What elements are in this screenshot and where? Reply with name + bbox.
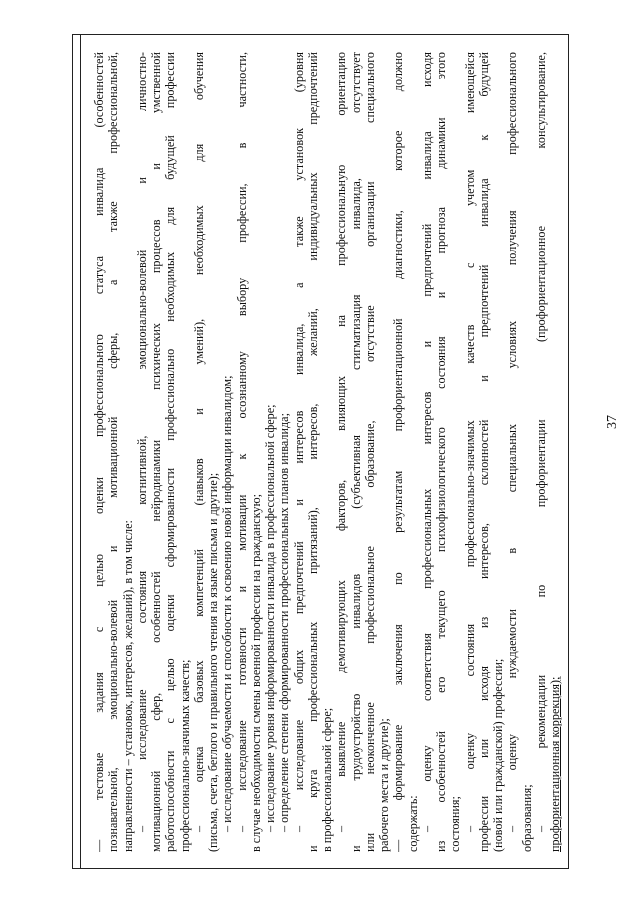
text-line: в профессиональной сфере;	[320, 707, 334, 852]
text-line: или неоконченное профессиональное образование, отсутствие организации специального	[362, 52, 377, 852]
text-line: (новой или гражданской) профессии;	[491, 658, 505, 852]
text-line: профессионально-значимых качеств;	[177, 659, 192, 852]
text-line: – оценку соответствия профессиональных интересов и предпочтений инвалида исходя	[419, 52, 434, 832]
text-line: профориентационная коррекция);	[548, 676, 562, 852]
text-line: – определение степени сформированности профессиональных планов инвалида;	[277, 413, 292, 832]
text-line: мотивационной сфер, особенностей нейродинамики психических процессов и умственной	[149, 52, 163, 852]
text-line: – рекомендации по профориентации (профориентационное консультирование,	[533, 52, 548, 832]
text-line: и трудоустройство инвалидов (субъективная стигматизация инвалида, отсутствует	[348, 52, 363, 852]
text-line: – исследование готовности и мотивации к осознанному выбору профессии, в частности,	[234, 52, 249, 832]
text-line: – исследование уровня информированности инвалида в профессиональной сфере;	[263, 404, 277, 832]
text-line: — тестовые задания с целью оценки профессионального статуса инвалида (особенностей	[92, 52, 106, 852]
text-line: из особенностей его текущего психофизиологического состояния и прогноза динамики этого	[434, 52, 448, 852]
page-number: 37	[605, 415, 620, 429]
text-line: – исследование состояния когнитивной, эмоционально-волевой и личностно-	[134, 52, 149, 832]
text-line: образования;	[519, 784, 534, 852]
text-line: в случае необходимости смены военной профессии на гражданскую;	[248, 494, 263, 852]
text-line: познавательной, эмоционально-волевой и мотивационной сферы, а также профессиональной,	[106, 52, 121, 852]
text-line: – исследование общих предпочтений и интересов инвалида, а также установок (уровня	[291, 52, 306, 832]
text-line: – оценка базовых компетенций (навыков и умений), необходимых для обучения	[191, 52, 206, 832]
rotated-text-block	[82, 44, 568, 864]
text-line: профессии или исходя из интересов, склонностей и предпочтений инвалида к будущей	[476, 52, 491, 852]
text-line: – исследование обучаемости и способности к освоению новой информации инвалидом;	[220, 375, 235, 832]
text-line: — формирование заключения по результатам профориентационной диагностики, которое должно	[391, 52, 406, 852]
text-line: – оценку состояния профессионально-значимых качеств с учетом имеющейся	[462, 52, 477, 832]
text-line: направленности – установок, интересов, желаний), в том числе:	[120, 520, 135, 852]
text-line: – выявление демотивирующих факторов, влияющих на профессиональную ориентацию	[334, 52, 349, 832]
text-line: содержать:	[405, 795, 420, 852]
text-line: работоспособности с целью оценки сформированности профессионально необходимых для будущей профессии	[163, 52, 178, 852]
text-line: и круга профессиональных притязаний), интересов, желаний, индивидуальных предпочтений	[305, 52, 320, 852]
text-line: рабочего места и другие);	[377, 718, 391, 852]
table-left-column	[72, 34, 81, 869]
text-line: (письма, счета, беглого и правильного чтения на языке письма и другие);	[206, 472, 220, 852]
text-line: – оценку нуждаемости в специальных условиях получения профессионального	[505, 52, 520, 832]
text-line: состояния;	[448, 796, 463, 852]
